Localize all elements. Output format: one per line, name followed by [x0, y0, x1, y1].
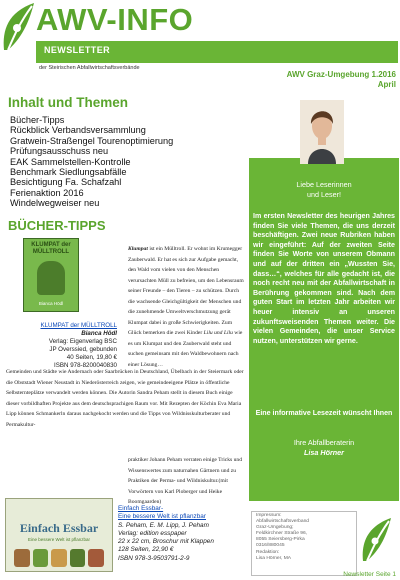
- contents-item: Gratwein-Straßengel Tourenoptimierung: [10, 135, 174, 146]
- imprint-text: [256, 513, 356, 562]
- book1-edition: JP Overssied, gebunden: [49, 346, 117, 354]
- book2-review: Gemeinden und Städte wie Andernach oder Saarbrücken in Deutschland, Übelbach in der Steiermark oder die Obststadt Wiener Neustadt in Niederösterreich zeigen, wie gemeindeeigene Plätze in öffentliche Selbsternteplätze verwandelt werden können. Die Autorin Sandra Peham stellt in diesem Buch einige dieser vorbildhaften Projekte aus dem deutschsprachigen Raum vor. Mit Rezepten der Köchin Eva Maria Lipp können Schmankerln daraus nachgekocht werden und die Tipps von Wildnisskulturberater und Permakultur-: [6, 369, 244, 428]
- contents-item: Windelwegweiser neu: [10, 198, 100, 209]
- book2-price: 128 Seiten, 22,90 €: [118, 546, 174, 554]
- book2-title-link[interactable]: Einfach Essbar-: [118, 505, 164, 512]
- greeting-line: Liebe Leserinnen: [296, 180, 352, 189]
- imprint-line: Abfallwirtschaftsverband: [256, 519, 310, 525]
- book1-author: Bianca Hödl: [81, 330, 117, 338]
- imprint-line: Graz-Umgebung;: [256, 525, 294, 531]
- book2-publisher: Verlag: edition esspaper: [118, 529, 187, 537]
- contents-item: Rückblick Verbandsversammlung: [10, 125, 146, 136]
- book1-title-link[interactable]: KLUMPAT der MÜLLTROLL: [40, 322, 117, 329]
- greeting-line: und Leser!: [307, 189, 341, 199]
- book-cover-klumpat: [23, 238, 79, 312]
- review-book-name: Klumpat: [128, 246, 148, 252]
- cover-photo-strip: [14, 549, 104, 567]
- awv-footer-logo: [360, 516, 394, 564]
- cover-author: Bianca Hödl: [38, 301, 64, 306]
- book2-isbn: ISBN 978-3-9503791-2-9: [118, 554, 190, 562]
- contents-list: [10, 115, 173, 209]
- troll-figure: [37, 261, 65, 295]
- book2-details: [118, 505, 248, 563]
- imprint-line: Redaktion:: [256, 549, 280, 555]
- review-text-end: wie es um Klumpat und den Zauberwald steht und suchen gemeinsam mit den Waldbewohnern nach einer Lösung…: [128, 330, 243, 368]
- book1-details: [5, 322, 117, 371]
- book1-isbn: ISBN 978-8200040830: [54, 362, 117, 370]
- masthead-title: AWV-INFO: [36, 2, 194, 37]
- book2-authors: S. Peham, E. M. Lipp, J. Peham: [118, 521, 209, 529]
- contents-item: Besichtigung Fa. Schafzahl: [10, 177, 122, 188]
- contents-item: EAK Sammelstellen-Kontrolle: [10, 156, 131, 167]
- association-subline: der Steirischen Abfallwirtschaftsverbände: [39, 65, 140, 71]
- books-section-title: BÜCHER-TIPPS: [8, 218, 106, 233]
- contents-item: Ferienaktion 2016: [10, 187, 84, 198]
- imprint-line: Impressum:: [256, 513, 282, 518]
- issue-month: April: [377, 80, 396, 89]
- editorial-signature: [249, 438, 399, 457]
- imprint-line: Feldkirchner Straße 96,: [256, 531, 308, 537]
- review-kids-names: Lilu und Lilu: [203, 330, 233, 336]
- book2-review-continued: praktiker Johann Peham verraten einige Tricks und Wissenswertes zum naturnahen Gärtnern und zu Praktiken der Perma- und Wildniskultur.(mit Vorwörtern von Karl Ploberger und Heike Boomgaarden): [128, 457, 243, 505]
- contents-item: Prüfungsausschuss neu: [10, 146, 109, 157]
- book-cover-einfach-essbar: [5, 498, 113, 572]
- signature-name: Lisa Hörner: [304, 447, 344, 457]
- book2-format: 22 x 22 cm, Broschur mit Klappen: [118, 538, 214, 546]
- review-text: ist ein Mülltroll. Er wohnt im Krumegger Zauberwald. Er hat es sich zur Aufgabe gemacht, den Wald vom vielen von den Menschen verursachten Müll zu befreien, um den Lebensraum seiner Freunde – den Tieren – zu schützen. Durch die wachsende Gleichgültigkeit der Menschen und die zunehmende Umweltverschmutzung gerät Klumpat dabei in große Schwierigkeiten. Zum Glück bemerken die zwei Kinder: [128, 246, 244, 336]
- imprint-line: 0316/880045: [256, 543, 285, 549]
- issue-label: AWV Graz-Umgebung 1.2016: [286, 70, 396, 79]
- editorial-text: Im ersten Newsletter des heurigen Jahres finden Sie viele Themen, die uns derzeit beschäftigen. Zwei neue Rubriken haben wir eingeführt: Auf der zweiten Seite finden Sie Worte von unserem Obmann und auf der dritten ein „Wussten Sie, dass…“, welches für alle gedacht ist, die noch recht neu mit der Abfallwirtschaft in Berührung gekommen sind. Nach dem guten Start im letzten Jahr arbeiten wir heuer intensiv an unseren zukunftsweisenden Themen weiter. Die vielen Gemeinden, die unser Service nutzen, unterstützen wir gerne.: [253, 212, 395, 345]
- book1-price: 40 Seiten, 19,80 €: [66, 354, 117, 362]
- newsletter-label: NEWSLETTER: [44, 45, 110, 55]
- book1-publisher: Verlag: Eigenverlag BSC: [48, 338, 117, 346]
- imprint-line: Lisa Hörner, MA: [256, 555, 292, 561]
- author-portrait: [300, 100, 344, 164]
- book2-subtitle-link[interactable]: Eine bessere Welt ist pflanzbar: [118, 513, 206, 521]
- book1-review: [128, 244, 244, 370]
- cover-subtitle: Eine bessere Welt ist pflanzbar: [28, 537, 90, 542]
- contents-item: Bücher-Tipps: [10, 115, 65, 125]
- editorial-closing: Eine informative Lesezeit wünscht Ihnen: [255, 409, 393, 417]
- cover-title: Einfach Essbar: [19, 521, 99, 535]
- imprint-line: 8055 Seiersberg-Pirka: [256, 537, 305, 543]
- signature-role: Ihre Abfallberaterin: [293, 438, 355, 447]
- contents-item: Benchmark Siedlungsabfälle: [10, 167, 127, 178]
- contents-title: Inhalt und Themen: [8, 95, 128, 110]
- cover-title: KLUMPAT der MÜLLTROLL: [31, 242, 71, 255]
- issue-info: [287, 70, 396, 90]
- awv-leaf-logo: [0, 0, 38, 54]
- page-number: Newsletter Seite 1: [343, 571, 396, 578]
- sidebar-greeting: [249, 180, 399, 199]
